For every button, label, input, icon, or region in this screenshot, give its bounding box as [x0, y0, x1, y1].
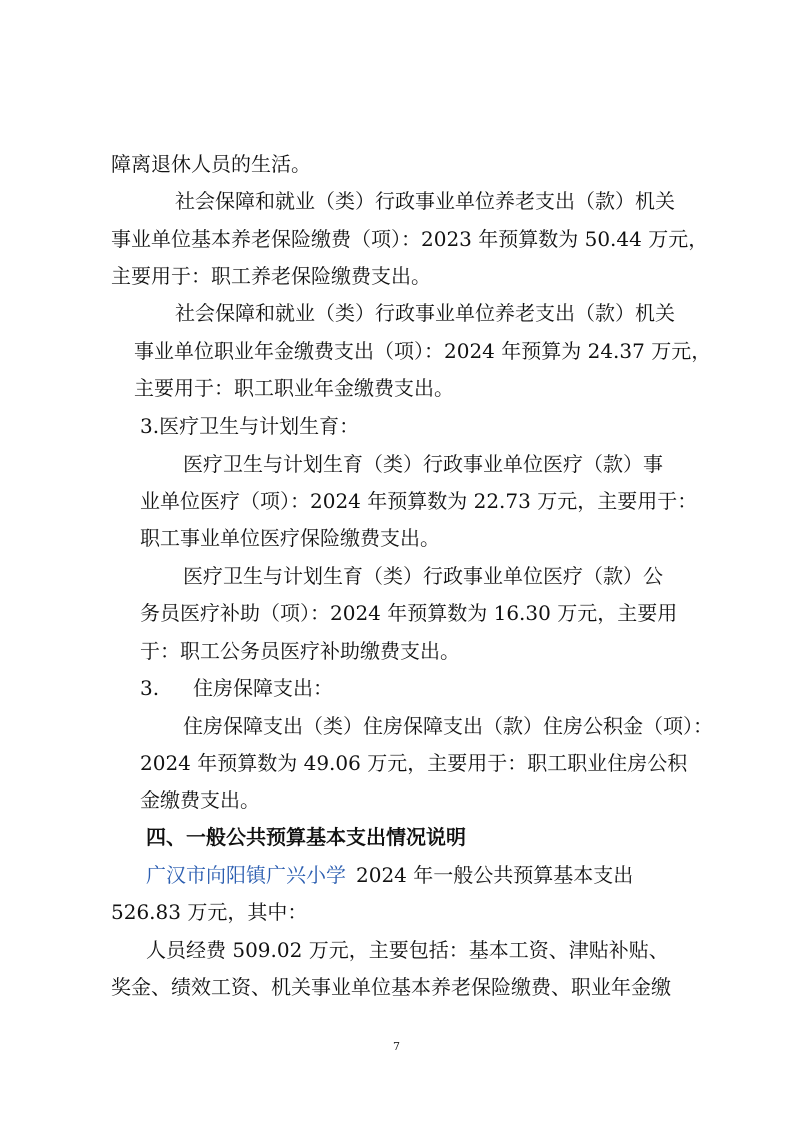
text-line: 社会保障和就业（类）行政事业单位养老支出（款）机关	[175, 301, 675, 325]
page-number: 7	[393, 1040, 400, 1053]
text-line	[146, 861, 633, 889]
text-line: 务员医疗补助（项）：2024 年预算数为 16.30 万元，主要用	[140, 601, 678, 625]
subsection-heading: 3.医疗卫生与计划生育：	[140, 414, 360, 438]
subsection-heading: 住房保障支出：	[193, 676, 333, 700]
text-line: 事业单位职业年金缴费支出（项）：2024 年预算为 24.37 万元，	[134, 339, 712, 363]
text-segment: 2024 年一般公共预算基本支出	[356, 863, 634, 887]
text-line: 于：职工公务员医疗补助缴费支出。	[140, 639, 460, 663]
text-line: 业单位医疗（项）：2024 年预算数为 22.73 万元，主要用于：	[140, 489, 698, 513]
text-line: 住房保障支出（类）住房保障支出（款）住房公积金（项）：	[183, 714, 713, 738]
text-line: 奖金、绩效工资、机关事业单位基本养老保险缴费、职业年金缴	[111, 975, 671, 999]
text-line: 社会保障和就业（类）行政事业单位养老支出（款）机关	[175, 189, 675, 213]
text-line: 主要用于：职工养老保险缴费支出。	[111, 264, 431, 288]
text-line: 职工事业单位医疗保险缴费支出。	[140, 526, 440, 550]
text-line: 526.83 万元，其中：	[111, 900, 308, 924]
section-heading: 四、一般公共预算基本支出情况说明	[146, 825, 466, 849]
subsection-number: 3.	[140, 676, 160, 700]
text-line: 人员经费 509.02 万元，主要包括：基本工资、津贴补贴、	[146, 938, 669, 962]
text-line: 医疗卫生与计划生育（类）行政事业单位医疗（款）事	[183, 452, 663, 476]
text-line: 医疗卫生与计划生育（类）行政事业单位医疗（款）公	[183, 564, 663, 588]
organization-name: 广汉市向阳镇广兴小学	[146, 863, 346, 887]
text-line: 主要用于：职工职业年金缴费支出。	[134, 376, 454, 400]
text-line: 金缴费支出。	[140, 788, 260, 812]
text-line: 2024 年预算数为 49.06 万元，主要用于：职工职业住房公积	[140, 751, 688, 775]
text-line: 事业单位基本养老保险缴费（项）：2023 年预算数为 50.44 万元，	[111, 227, 709, 251]
text-line: 障离退休人员的生活。	[111, 152, 311, 176]
